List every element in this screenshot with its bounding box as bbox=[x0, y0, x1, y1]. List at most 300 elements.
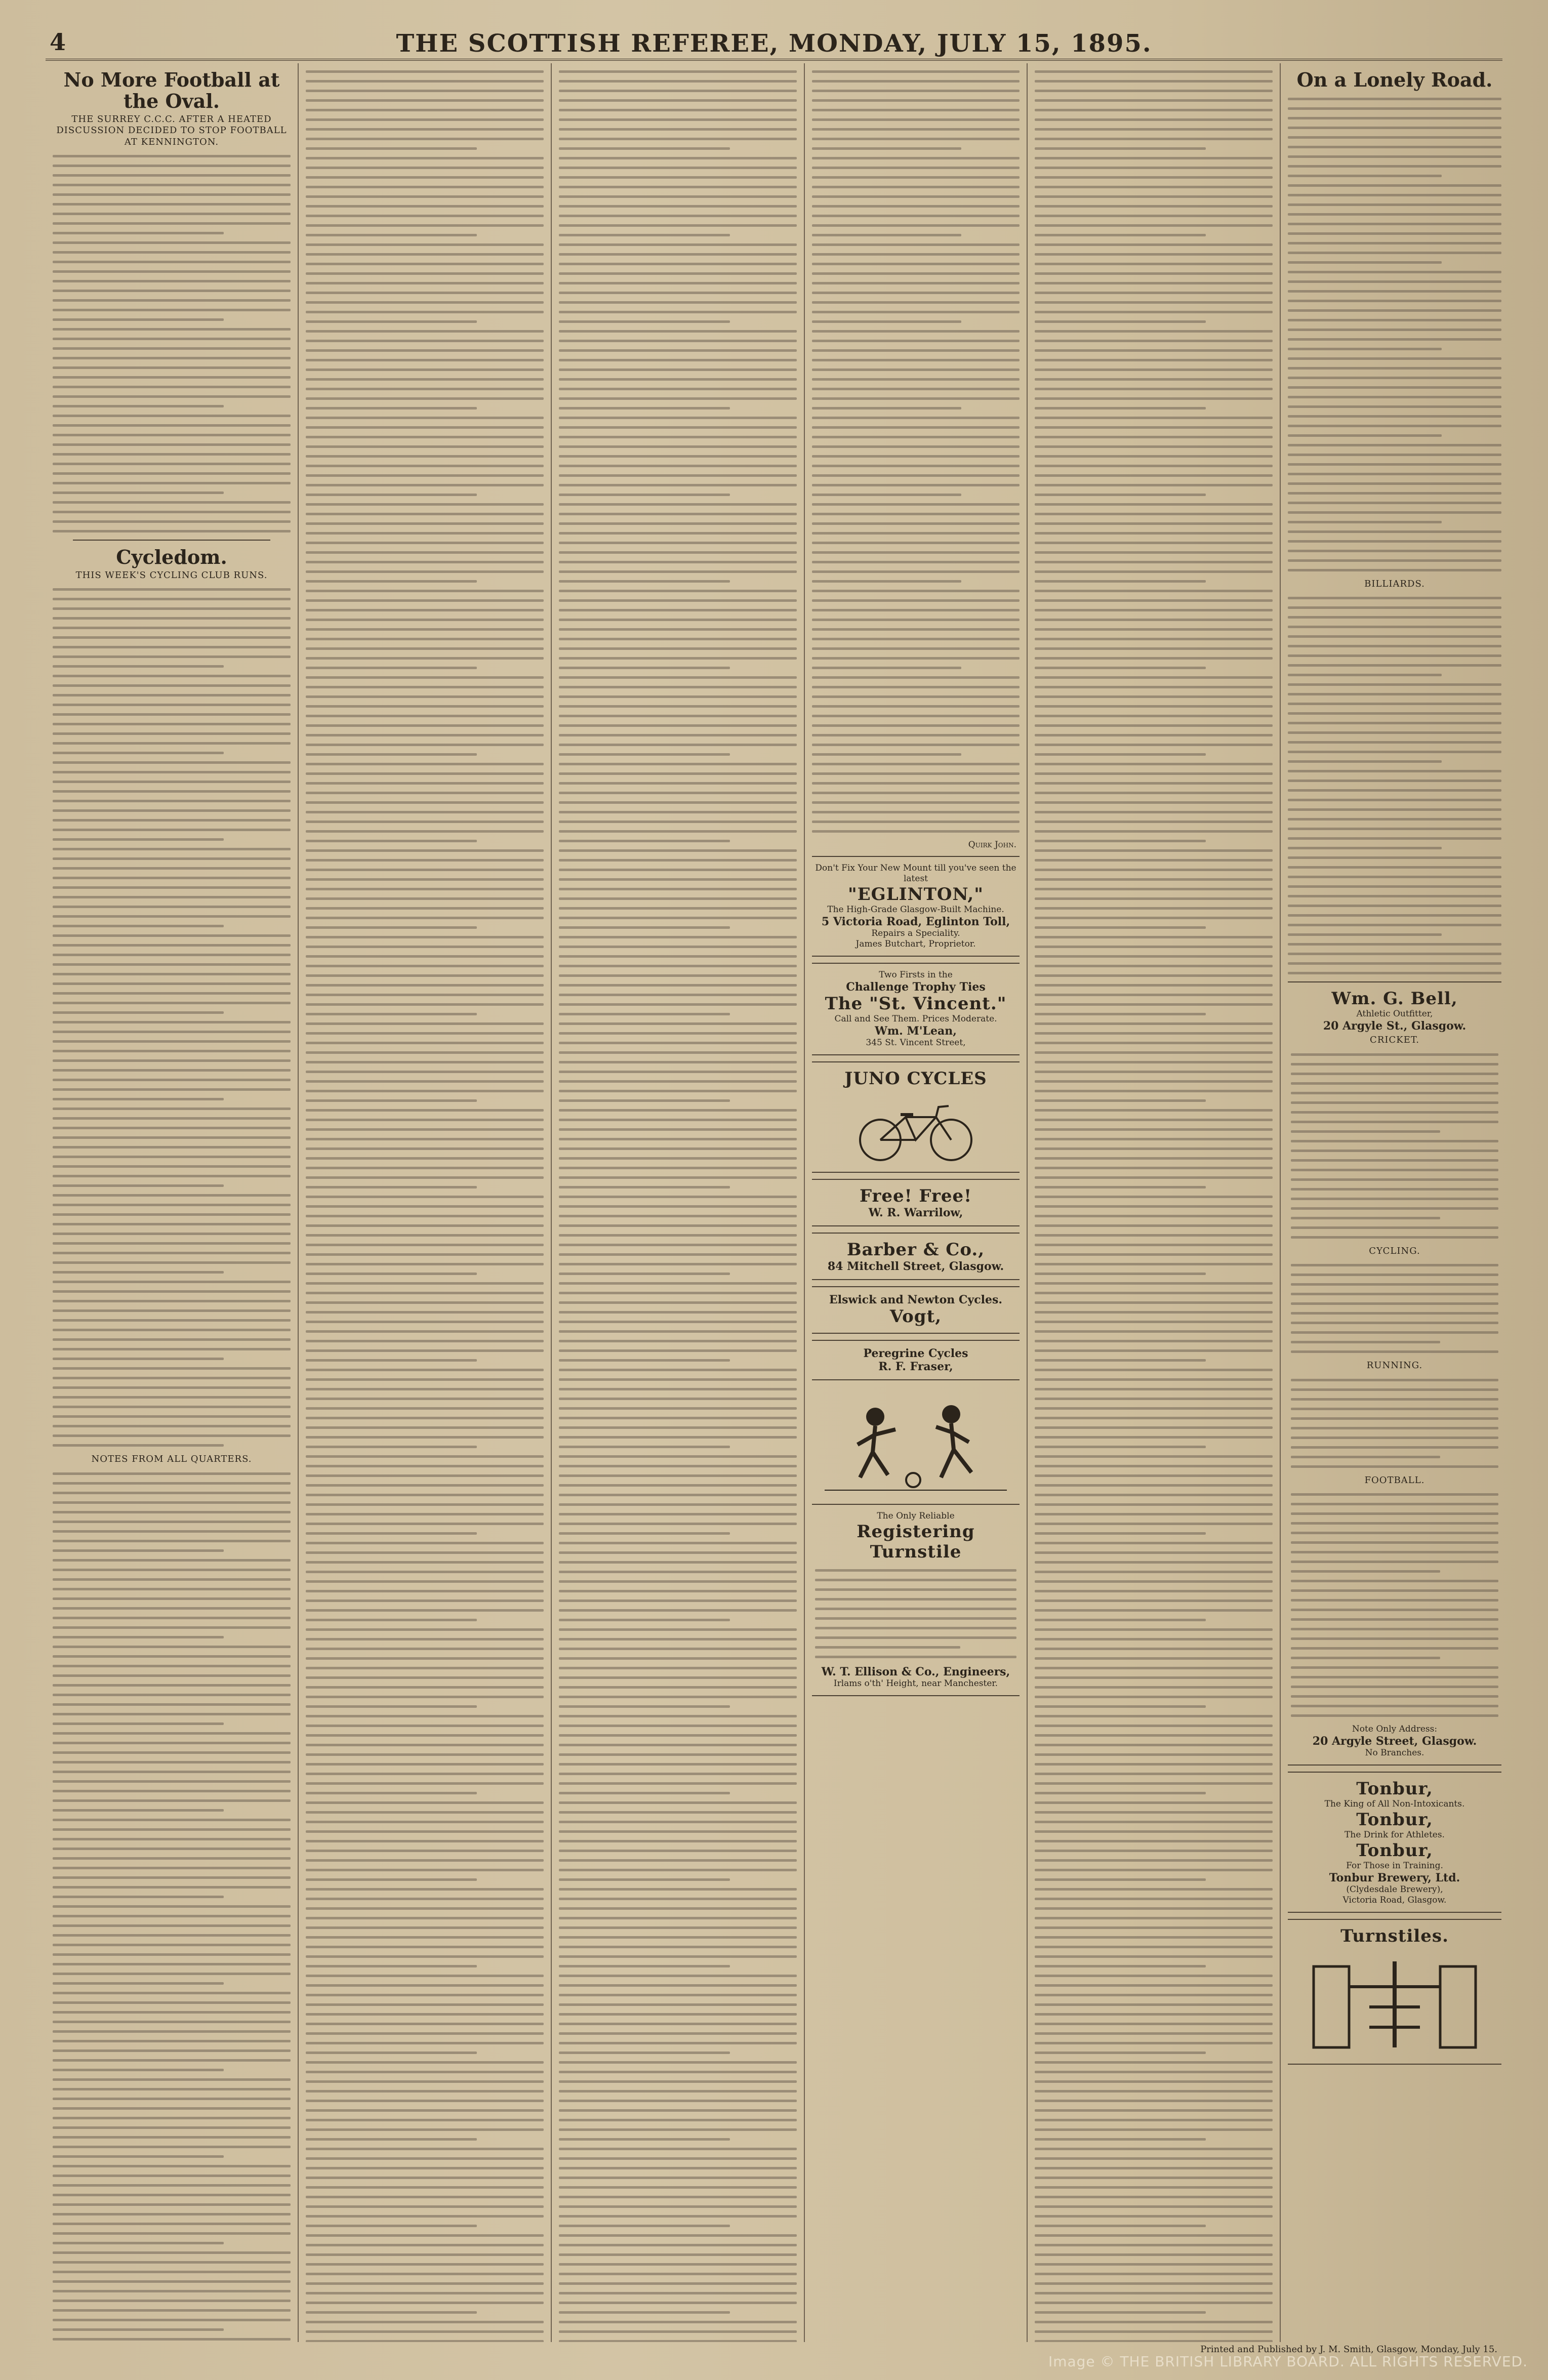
text-line bbox=[53, 520, 291, 523]
text-line bbox=[559, 628, 797, 631]
text-line bbox=[1035, 1446, 1206, 1448]
advert-st-vincent-agent: Wm. M'Lean, bbox=[875, 1024, 957, 1038]
text-line bbox=[53, 1992, 291, 1994]
advert-st-vincent bbox=[812, 963, 1020, 1055]
text-line bbox=[1291, 1695, 1498, 1698]
advert-peregrine bbox=[812, 1340, 1020, 1380]
text-line bbox=[1035, 1321, 1273, 1323]
text-line bbox=[53, 241, 291, 244]
text-line bbox=[1291, 1580, 1498, 1582]
text-line bbox=[53, 1905, 291, 1908]
text-line bbox=[1035, 1571, 1273, 1573]
text-line bbox=[53, 1867, 291, 1869]
text-line bbox=[559, 763, 797, 765]
text-line bbox=[306, 1253, 544, 1256]
advert-eglinton-repairs: Repairs a Speciality. bbox=[871, 928, 960, 938]
text-line bbox=[812, 147, 961, 150]
text-line bbox=[559, 1205, 797, 1208]
text-line bbox=[559, 2205, 797, 2208]
text-line bbox=[306, 99, 544, 102]
text-line bbox=[1288, 924, 1501, 926]
text-line bbox=[53, 588, 291, 591]
text-line bbox=[559, 1946, 797, 1948]
text-line bbox=[559, 1638, 797, 1640]
text-line bbox=[1035, 1157, 1273, 1160]
text-line bbox=[1291, 1312, 1498, 1315]
text-line bbox=[306, 1551, 544, 1554]
text-line bbox=[812, 542, 1020, 544]
text-line bbox=[1035, 1186, 1206, 1188]
text-line bbox=[815, 1588, 1016, 1591]
text-line bbox=[1035, 2051, 1206, 2054]
text-line bbox=[53, 1444, 224, 1447]
text-line bbox=[812, 551, 1020, 554]
advert-bell-address: 20 Argyle St., Glasgow. bbox=[1323, 1019, 1466, 1033]
text-line bbox=[53, 1348, 291, 1350]
text-line bbox=[1291, 1150, 1498, 1152]
text-line bbox=[306, 1792, 477, 1794]
text-line bbox=[559, 1484, 797, 1487]
text-line bbox=[559, 426, 797, 429]
text-line bbox=[1035, 455, 1273, 458]
text-line bbox=[306, 2003, 544, 2006]
text-line bbox=[812, 590, 1020, 592]
text-line bbox=[1035, 1407, 1273, 1410]
text-line bbox=[559, 1022, 797, 1025]
text-line bbox=[1291, 1541, 1498, 1544]
text-line bbox=[53, 184, 291, 186]
text-line bbox=[1035, 946, 1273, 948]
text-line bbox=[1035, 2061, 1273, 2064]
text-line bbox=[559, 1090, 797, 1092]
text-line bbox=[559, 1234, 797, 1237]
text-line bbox=[53, 1492, 291, 1494]
text-line bbox=[559, 1753, 797, 1756]
text-line bbox=[559, 744, 797, 746]
text-line bbox=[559, 2061, 797, 2064]
text-line bbox=[306, 1388, 544, 1390]
text-line bbox=[306, 734, 544, 736]
text-line bbox=[1288, 799, 1501, 801]
text-line bbox=[559, 1099, 730, 1102]
text-line bbox=[559, 2340, 797, 2342]
text-line bbox=[1035, 2215, 1273, 2218]
text-line bbox=[53, 1300, 291, 1302]
advert-juno-title: JUNO CYCLES bbox=[844, 1069, 987, 1089]
text-line bbox=[1035, 1946, 1273, 1948]
text-line bbox=[306, 628, 544, 631]
text-line bbox=[812, 772, 1020, 775]
text-line bbox=[812, 388, 1020, 390]
text-line bbox=[1035, 1022, 1273, 1025]
text-line bbox=[1291, 1637, 1498, 1640]
text-line bbox=[559, 138, 797, 140]
advert-turnstile-body bbox=[815, 1569, 1016, 1658]
text-line bbox=[812, 695, 1020, 698]
text-line bbox=[53, 1828, 291, 1831]
advert-barber-address: 84 Mitchell Street, Glasgow. bbox=[827, 1260, 1004, 1273]
text-line bbox=[306, 2138, 477, 2141]
text-line bbox=[1035, 1042, 1273, 1044]
text-line bbox=[53, 848, 291, 850]
text-line bbox=[559, 705, 797, 708]
text-line bbox=[1035, 1830, 1273, 1833]
text-line bbox=[53, 376, 291, 379]
text-line bbox=[559, 2321, 797, 2323]
text-line bbox=[53, 915, 291, 918]
text-line bbox=[53, 1031, 291, 1033]
notes-body bbox=[53, 1472, 291, 2342]
text-line bbox=[1035, 2234, 1273, 2237]
text-line bbox=[1291, 1121, 1498, 1123]
text-line bbox=[306, 80, 544, 83]
text-line bbox=[1291, 1618, 1498, 1621]
text-line bbox=[306, 1359, 477, 1362]
text-line bbox=[306, 715, 544, 717]
text-line bbox=[812, 311, 1020, 313]
text-line bbox=[559, 301, 797, 304]
text-line bbox=[559, 638, 797, 640]
text-line bbox=[559, 676, 797, 679]
text-line bbox=[53, 1771, 291, 1773]
text-line bbox=[559, 1994, 797, 1996]
text-line bbox=[306, 994, 544, 996]
text-line bbox=[306, 2340, 544, 2342]
text-line bbox=[306, 1705, 477, 1708]
text-line bbox=[53, 1838, 291, 1840]
text-line bbox=[53, 1223, 291, 1225]
advert-bell-note-address: 20 Argyle Street, Glasgow. bbox=[1312, 1735, 1477, 1748]
text-line bbox=[306, 1051, 544, 1054]
text-line bbox=[306, 1734, 544, 1737]
text-line bbox=[306, 138, 544, 140]
text-line bbox=[306, 417, 544, 419]
text-line bbox=[306, 1234, 544, 1237]
text-line bbox=[559, 1936, 797, 1939]
advert-st-vincent-name: The "St. Vincent." bbox=[825, 994, 1007, 1014]
text-line bbox=[53, 1069, 291, 1072]
text-line bbox=[306, 1196, 544, 1198]
text-line bbox=[1288, 905, 1501, 907]
text-line bbox=[53, 732, 291, 735]
text-line bbox=[559, 2244, 797, 2246]
text-line bbox=[1288, 165, 1501, 168]
text-line bbox=[53, 1194, 291, 1197]
text-line bbox=[306, 1888, 544, 1891]
text-line bbox=[1291, 1236, 1498, 1239]
advert-turnstile bbox=[812, 1504, 1020, 1696]
text-line bbox=[559, 1734, 797, 1737]
text-line bbox=[812, 224, 1020, 227]
text-line bbox=[559, 494, 730, 496]
text-line bbox=[1288, 808, 1501, 811]
text-line bbox=[53, 1809, 224, 1812]
text-line bbox=[812, 109, 1020, 111]
text-line bbox=[53, 2040, 291, 2042]
text-line bbox=[559, 734, 797, 736]
text-line bbox=[306, 2196, 544, 2198]
text-line bbox=[1035, 686, 1273, 688]
text-line bbox=[1288, 962, 1501, 965]
text-line bbox=[559, 792, 797, 794]
text-line bbox=[559, 1744, 797, 1746]
text-line bbox=[53, 1857, 291, 1860]
text-line bbox=[53, 906, 291, 908]
copyright-notice: Image © THE BRITISH LIBRARY BOARD. ALL RIGHTS RESERVED. bbox=[1048, 2353, 1528, 2370]
article-body-col2 bbox=[306, 70, 544, 2342]
text-line bbox=[53, 1271, 224, 1274]
advert-tonbur-1: Tonbur, bbox=[1356, 1779, 1433, 1799]
text-line bbox=[559, 1215, 797, 1217]
text-line bbox=[1035, 1378, 1273, 1381]
section-head-billiards: BILLIARDS. bbox=[1364, 578, 1425, 589]
text-line bbox=[1035, 590, 1273, 592]
text-line bbox=[1035, 503, 1273, 506]
advert-bell-running-list bbox=[1291, 1379, 1498, 1468]
text-line bbox=[53, 617, 291, 620]
text-line bbox=[53, 809, 291, 812]
text-line bbox=[1291, 1159, 1498, 1162]
text-line bbox=[53, 1261, 291, 1264]
advert-eglinton-proprietor: James Butchart, Proprietor. bbox=[856, 939, 976, 949]
text-line bbox=[1291, 1503, 1498, 1505]
text-line bbox=[1288, 444, 1501, 446]
text-line bbox=[53, 1607, 291, 1610]
text-line bbox=[53, 1472, 291, 1475]
text-line bbox=[1035, 907, 1273, 910]
text-line bbox=[559, 2003, 797, 2006]
text-line bbox=[1035, 494, 1206, 496]
text-line bbox=[559, 272, 797, 275]
text-line bbox=[306, 1474, 544, 1477]
divider bbox=[73, 540, 270, 541]
advert-turnstiles bbox=[1288, 1919, 1501, 2065]
text-line bbox=[559, 349, 797, 352]
text-line bbox=[1291, 1101, 1498, 1104]
text-line bbox=[559, 1407, 797, 1410]
text-line bbox=[1288, 377, 1501, 379]
text-line bbox=[559, 186, 797, 188]
text-line bbox=[559, 263, 797, 265]
text-line bbox=[559, 888, 797, 890]
text-line bbox=[559, 474, 797, 477]
advert-turnstile-address: Irlams o'th' Height, near Manchester. bbox=[833, 1678, 998, 1689]
text-line bbox=[1035, 1917, 1273, 1919]
text-line bbox=[812, 820, 1020, 823]
text-line bbox=[559, 1763, 797, 1766]
column-3 bbox=[552, 63, 805, 2342]
text-line bbox=[53, 2300, 291, 2302]
text-line bbox=[53, 1434, 291, 1437]
text-line bbox=[1035, 1898, 1273, 1900]
text-line bbox=[53, 1175, 291, 1177]
text-line bbox=[53, 944, 291, 947]
advert-eglinton-lead: Don't Fix Your New Mount till you've seen the latest bbox=[815, 863, 1016, 884]
text-line bbox=[53, 1655, 291, 1658]
text-line bbox=[53, 453, 291, 456]
text-line bbox=[53, 2165, 291, 2167]
text-line bbox=[306, 744, 544, 746]
advert-tonbur-2: Tonbur, bbox=[1356, 1810, 1433, 1830]
text-line bbox=[812, 349, 1020, 352]
text-line bbox=[812, 340, 1020, 342]
text-line bbox=[1035, 638, 1273, 640]
text-line bbox=[559, 1253, 797, 1256]
text-line bbox=[559, 1051, 797, 1054]
text-line bbox=[53, 1521, 291, 1523]
text-line bbox=[559, 215, 797, 217]
text-line bbox=[812, 532, 1020, 535]
text-line bbox=[559, 340, 797, 342]
text-line bbox=[306, 1523, 544, 1525]
text-line bbox=[1035, 580, 1206, 583]
text-line bbox=[559, 2090, 797, 2092]
text-line bbox=[306, 292, 544, 294]
text-line bbox=[1035, 234, 1206, 236]
text-line bbox=[1288, 127, 1501, 129]
text-line bbox=[812, 801, 1020, 804]
text-line bbox=[306, 1061, 544, 1063]
article-subhead-football: THE SURREY C.C.C. AFTER A HEATED DISCUSSION DECIDED TO STOP FOOTBALL AT KENNINGTON. bbox=[56, 113, 287, 147]
text-line bbox=[1035, 570, 1273, 573]
text-line bbox=[1035, 426, 1273, 429]
text-line bbox=[1035, 1763, 1273, 1766]
text-line bbox=[1035, 465, 1273, 467]
text-line bbox=[306, 359, 544, 361]
advert-peregrine-title: Peregrine Cycles bbox=[863, 1347, 968, 1360]
text-line bbox=[53, 1338, 291, 1341]
text-line bbox=[306, 2273, 544, 2275]
text-line bbox=[53, 1040, 291, 1043]
text-line bbox=[559, 1321, 797, 1323]
text-line bbox=[559, 2042, 797, 2044]
text-line bbox=[1035, 157, 1273, 159]
text-line bbox=[306, 753, 477, 756]
text-line bbox=[306, 1628, 544, 1631]
text-line bbox=[1288, 502, 1501, 504]
text-line bbox=[306, 436, 544, 438]
text-line bbox=[559, 1359, 730, 1362]
text-line bbox=[306, 311, 544, 313]
text-line bbox=[306, 1013, 477, 1015]
text-line bbox=[53, 2107, 291, 2110]
text-line bbox=[1035, 1273, 1206, 1275]
advert-eglinton-address: 5 Victoria Road, Eglinton Toll, bbox=[821, 915, 1010, 928]
text-line bbox=[559, 234, 730, 236]
text-line bbox=[1035, 1244, 1273, 1246]
text-line bbox=[306, 1753, 544, 1756]
text-line bbox=[306, 1369, 544, 1371]
text-line bbox=[306, 946, 544, 948]
text-line bbox=[812, 407, 961, 409]
text-line bbox=[1035, 2080, 1273, 2083]
text-line bbox=[1035, 205, 1273, 208]
text-line bbox=[53, 193, 291, 196]
text-line bbox=[559, 407, 730, 409]
text-line bbox=[53, 2319, 291, 2321]
text-line bbox=[53, 761, 291, 764]
text-line bbox=[1288, 434, 1442, 437]
text-line bbox=[306, 1667, 544, 1669]
text-line bbox=[559, 869, 797, 871]
text-line bbox=[53, 1944, 291, 1946]
text-line bbox=[53, 1848, 291, 1850]
text-line bbox=[1035, 2119, 1273, 2121]
text-line bbox=[559, 368, 797, 371]
advert-elswick-name: Vogt, bbox=[889, 1306, 942, 1327]
text-line bbox=[559, 1782, 797, 1785]
text-line bbox=[1288, 482, 1501, 485]
text-line bbox=[1035, 695, 1273, 698]
text-line bbox=[559, 946, 797, 948]
text-line bbox=[1035, 1792, 1206, 1794]
text-line bbox=[559, 330, 797, 333]
text-line bbox=[53, 1358, 224, 1360]
advert-tonbur-brewery-address: Victoria Road, Glasgow. bbox=[1342, 1895, 1447, 1906]
text-line bbox=[53, 1646, 291, 1648]
text-line bbox=[559, 1311, 797, 1314]
text-line bbox=[1035, 1840, 1273, 1842]
text-line bbox=[559, 590, 797, 592]
text-line bbox=[1291, 1341, 1440, 1343]
text-line bbox=[1035, 2244, 1273, 2246]
text-line bbox=[53, 463, 291, 465]
text-line bbox=[1035, 128, 1273, 131]
text-line bbox=[1035, 1638, 1273, 1640]
text-line bbox=[306, 167, 544, 169]
text-line bbox=[1035, 1975, 1273, 1977]
text-line bbox=[812, 570, 1020, 573]
text-line bbox=[53, 1674, 291, 1677]
text-line bbox=[306, 1128, 544, 1131]
text-line bbox=[559, 1080, 797, 1083]
text-line bbox=[53, 857, 291, 860]
text-line bbox=[1035, 2292, 1273, 2294]
text-line bbox=[53, 2280, 291, 2283]
advert-warrilow bbox=[812, 1179, 1020, 1226]
text-line bbox=[53, 472, 291, 475]
text-line bbox=[306, 465, 544, 467]
text-line bbox=[53, 165, 291, 167]
text-line bbox=[1288, 933, 1442, 936]
text-line bbox=[815, 1646, 960, 1649]
text-line bbox=[559, 1340, 797, 1342]
text-line bbox=[53, 713, 291, 716]
advert-tonbur bbox=[1288, 1772, 1501, 1913]
text-line bbox=[1035, 1580, 1273, 1583]
text-line bbox=[306, 849, 544, 852]
column-4 bbox=[805, 63, 1028, 2342]
text-line bbox=[306, 1071, 544, 1073]
text-line bbox=[812, 99, 1020, 102]
text-line bbox=[53, 2242, 224, 2244]
text-line bbox=[1035, 349, 1273, 352]
text-line bbox=[53, 704, 291, 706]
text-line bbox=[812, 599, 1020, 602]
article-signature: Quirk John. bbox=[968, 840, 1016, 850]
text-line bbox=[1288, 895, 1501, 897]
text-line bbox=[1035, 2196, 1273, 2198]
text-line bbox=[306, 609, 544, 611]
text-line bbox=[559, 513, 797, 515]
text-line bbox=[1291, 1446, 1498, 1449]
text-line bbox=[306, 2282, 544, 2285]
text-line bbox=[53, 2271, 291, 2273]
text-line bbox=[1288, 463, 1501, 466]
text-line bbox=[559, 157, 797, 159]
text-line bbox=[559, 2119, 797, 2121]
text-line bbox=[1288, 252, 1501, 254]
